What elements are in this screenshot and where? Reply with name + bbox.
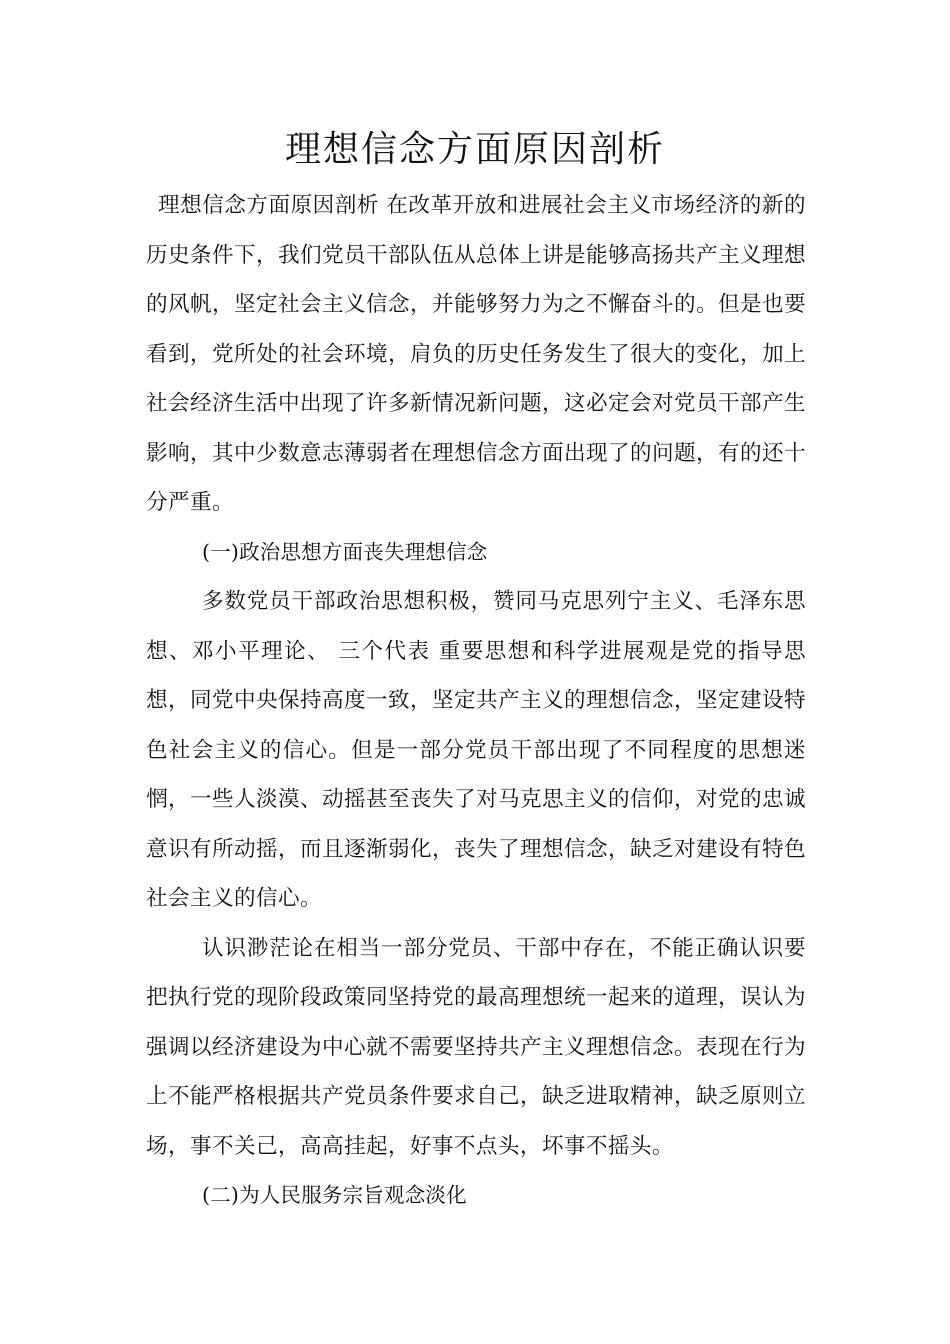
section-heading-1: (一)政治思想方面丧失理想信念 — [202, 539, 488, 564]
paragraph-intro: 理想信念方面原因剖析 在改革开放和进展社会主义市场经济的新的历史条件下，我们党员干部队伍从总体上讲是能够高扬共产主义理想的风帆，坚定社会主义信念，并能够努力为之不懈奋斗的。但是也要看到，党所处的社会环境，肩负的历史任务发生了很大的变化，加上社会经济生活中出现了许多新情况新问题，这必定会对党员干部产生影响，其中少数意志薄弱者在理想信念方面出现了的问题，有的还十分严重。 — [146, 193, 806, 515]
section-heading-2: (二)为人民服务宗旨观念淡化 — [202, 1183, 467, 1207]
paragraph-cognition: 认识渺茫论在相当一部分党员、干部中存在，不能正确认识要把执行党的现阶段政策同坚持党的最高理想统一起来的道理，误认为强调以经济建设为中心就不需要坚持共产主义理想信念。表现在行为上不能严格根据共产党员条件要求自己，缺乏进取精神，缺乏原则立场，事不关己，高高挂起，好事不点头，坏事不摇头。 — [146, 935, 806, 1159]
paragraph-political-thought: 多数党员干部政治思想积极，赞同马克思列宁主义、毛泽东思想、邓小平理论、 三个代表 重要思想和科学进展观是党的指导思想，同党中央保持高度一致，坚定共产主义的理想信念，坚定建设特色社会主义的信心。但是一部分党员干部出现了不同程度的思想迷惘，一些人淡漠、动摇甚至丧失了对马克思主义的信仰，对党的忠诚意识有所动摇，而且逐渐弱化，丧失了理想信念，缺乏对建设有特色社会主义的信心。 — [146, 589, 806, 911]
document-body — [146, 181, 806, 1221]
document-title: 理想信念方面原因剖析 — [284, 129, 665, 170]
